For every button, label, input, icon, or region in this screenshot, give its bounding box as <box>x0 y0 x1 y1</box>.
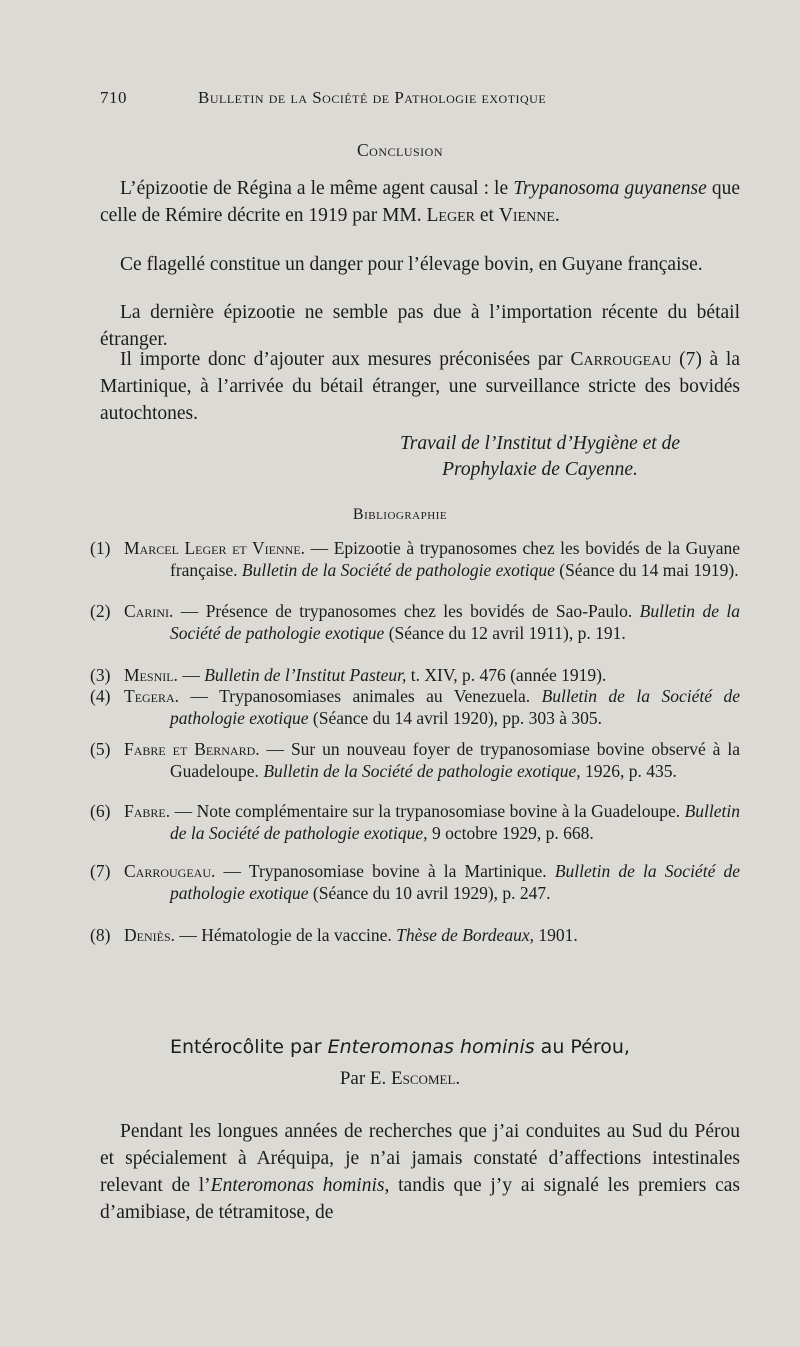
article-title: Entérocôlite par Enteromonas hominis au Pérou, <box>170 1036 630 1058</box>
conclusion-paragraph-1: L’épizootie de Régina a le même agent causal : le Trypanosoma guyanense que celle de Rémire décrite en 1919 par MM. Leger et Vienne. <box>100 178 740 226</box>
bibliography-entry: (1) Marcel Leger et Vienne. — Epizootie à trypanosomes chez les bovidés de la Guyane française. Bulletin de la Société de pathologie exotique (Séance du 14 mai 1919). <box>90 538 740 580</box>
entry-number: (8) <box>90 925 111 945</box>
article-byline: Par E. Escomel. <box>339 1068 461 1089</box>
conclusion-paragraph-4: Il importe donc d’ajouter aux mesures préconisées par Carrougeau (7) à la Martinique, à l’arrivée du bétail étranger, une surveillance stricte des bovidés autochtones. <box>100 349 740 424</box>
entry-number: (2) <box>90 601 111 621</box>
signature-line-2: Prophylaxie de Cayenne. <box>442 459 638 480</box>
conclusion-paragraph-3: La dernière épizootie ne semble pas due à l’importation récente du bétail étranger. <box>100 302 740 350</box>
entry-number: (1) <box>90 538 111 558</box>
bibliography-entry: (3) Mesnil. — Bulletin de l’Institut Pasteur, t. XIV, p. 476 (année 1919). <box>90 665 607 685</box>
conclusion-heading: Conclusion <box>356 140 443 160</box>
signature-line-1: Travail de l’Institut d’Hygiène et de <box>400 433 680 454</box>
article-body-paragraph: Pendant les longues années de recherches que j’ai conduites au Sud du Pérou et spécialement à Aréquipa, je n’ai jamais constaté d’affections intestinales relevant de l’Enteromonas hominis, tandis que j’y ai signalé les premiers cas d’amibiase, de tétramitose, de <box>100 1121 740 1223</box>
bibliography-entry: (5) Fabre et Bernard. — Sur un nouveau foyer de trypanosomiase bovine observé à la Guadeloupe. Bulletin de la Société de pathologie exotique, 1926, p. 435. <box>90 739 740 781</box>
entry-number: (4) <box>90 686 111 706</box>
bibliography-entry: (7) Carrougeau. — Trypanosomiase bovine à la Martinique. Bulletin de la Société de pathologie exotique (Séance du 10 avril 1929), p. 247. <box>90 861 740 903</box>
entry-number: (7) <box>90 861 111 881</box>
bibliography-entry: (8) Deniès. — Hématologie de la vaccine. Thèse de Bordeaux, 1901. <box>90 925 578 945</box>
bibliography-entry: (2) Carini. — Présence de trypanosomes chez les bovidés de Sao-Paulo. Bulletin de la Société de pathologie exotique (Séance du 12 avril 1911), p. 191. <box>90 601 740 643</box>
entry-number: (6) <box>90 801 111 821</box>
bibliography-heading: Bibliographie <box>352 506 448 523</box>
conclusion-paragraph-2: Ce flagellé constitue un danger pour l’élevage bovin, en Guyane française. <box>120 254 703 275</box>
running-title: Bulletin de la Société de Pathologie exotique <box>198 88 547 107</box>
entry-number: (3) <box>90 665 111 685</box>
bibliography-entry: (6) Fabre. — Note complémentaire sur la trypanosomiase bovine à la Guadeloupe. Bulletin de la Société de pathologie exotique, 9 octobre 1929, p. 668. <box>90 801 740 843</box>
bibliography-entry: (4) Tegera. — Trypanosomiases animales au Venezuela. Bulletin de la Société de pathologie exotique (Séance du 14 avril 1920), pp. 303 à 305. <box>90 686 740 728</box>
page-number: 710 <box>100 88 127 107</box>
entry-number: (5) <box>90 739 111 759</box>
